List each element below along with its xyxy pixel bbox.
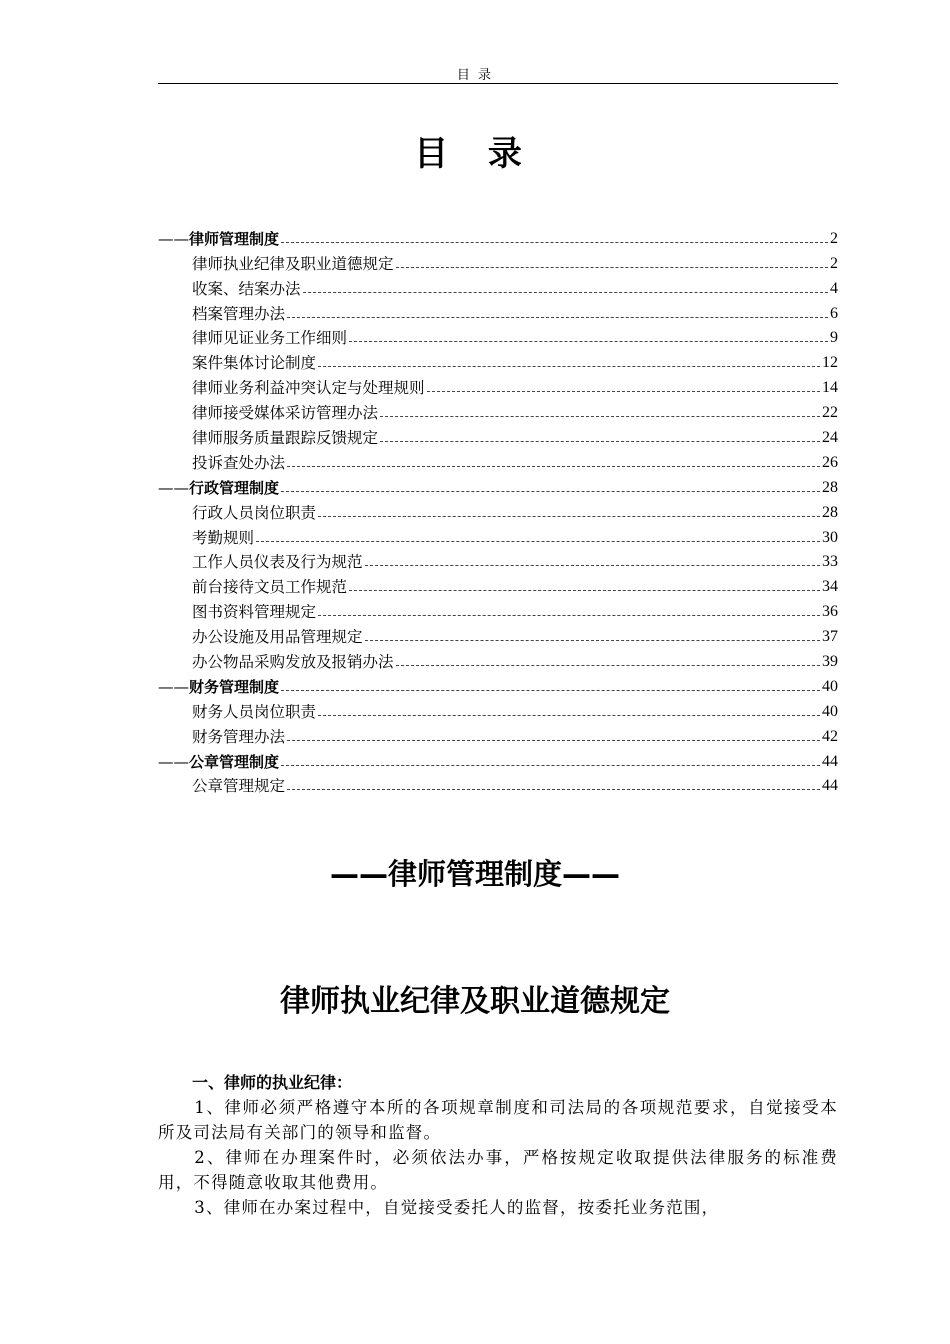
- toc-entry[interactable]: [158, 697, 838, 722]
- toc-leader: [281, 491, 820, 492]
- toc-leader: [365, 640, 820, 641]
- toc-entry-page: 14: [822, 379, 838, 397]
- document-body: [158, 1070, 838, 1220]
- toc-entry-label: 收案、结案办法: [192, 279, 301, 298]
- toc-entry-page: 12: [822, 354, 838, 372]
- toc-title: 目 录: [414, 134, 536, 174]
- toc-entry-label: 办公设施及用品管理规定: [192, 628, 363, 647]
- toc-entry-page: 40: [822, 702, 838, 720]
- toc-section-entry[interactable]: [158, 747, 838, 772]
- toc-entry[interactable]: [158, 622, 838, 647]
- toc-entry-label: 工作人员仪表及行为规范: [192, 553, 363, 572]
- toc-entry-page: 44: [822, 752, 838, 770]
- toc-entry[interactable]: [158, 548, 838, 573]
- header-rule: [158, 83, 838, 84]
- toc-entry[interactable]: [158, 249, 838, 274]
- toc-entry-page: 6: [830, 304, 838, 322]
- toc-entry[interactable]: [158, 772, 838, 797]
- toc-leader: [281, 765, 820, 766]
- toc-entry-page: 42: [822, 727, 838, 745]
- toc-entry-label: 财务管理制度: [189, 677, 280, 696]
- toc-entry[interactable]: [158, 324, 838, 349]
- toc-entry-prefix: ——: [158, 677, 189, 696]
- toc-entry[interactable]: [158, 448, 838, 473]
- toc-entry-label: 办公物品采购发放及报销办法: [192, 653, 394, 672]
- toc-entry-label: 律师见证业务工作细则: [192, 329, 348, 348]
- toc-leader: [303, 292, 828, 293]
- toc-entry[interactable]: [158, 423, 838, 448]
- toc-leader: [287, 789, 820, 790]
- document-title: 律师执业纪律及职业道德规定: [280, 984, 670, 1019]
- toc-leader: [396, 665, 820, 666]
- toc-entry-label: 律师服务质量跟踪反馈规定: [192, 429, 379, 448]
- toc-entry-page: 2: [830, 254, 838, 272]
- toc-section-entry[interactable]: [158, 224, 838, 249]
- toc-leader: [318, 615, 820, 616]
- toc-entry-page: 30: [822, 528, 838, 546]
- toc-leader: [256, 541, 820, 542]
- toc-leader: [287, 740, 820, 741]
- toc-entry[interactable]: [158, 647, 838, 672]
- toc-leader: [281, 242, 828, 243]
- toc-entry-label: 财务人员岗位职责: [192, 702, 317, 721]
- toc-leader: [349, 341, 828, 342]
- toc-leader: [349, 590, 820, 591]
- body-paragraph: 3、律师在办案过程中，自觉接受委托人的监督，按委托业务范围，: [194, 1198, 720, 1217]
- toc-entry-page: 28: [822, 503, 838, 521]
- toc-entry-label: 档案管理办法: [192, 304, 286, 323]
- toc-entry[interactable]: [158, 373, 838, 398]
- part-title: ——律师管理制度——: [329, 857, 620, 891]
- toc-entry-page: 44: [822, 777, 838, 795]
- toc-entry[interactable]: [158, 348, 838, 373]
- toc-entry-label: 公章管理制度: [189, 752, 280, 771]
- toc-entry[interactable]: [158, 523, 838, 548]
- toc-entry-page: 24: [822, 429, 838, 447]
- toc-leader: [396, 267, 828, 268]
- body-paragraph: 1、律师必须严格遵守本所的各项规章制度和司法局的各项规范要求，自觉接受本所及司法局有关部门的领导和监督。: [158, 1098, 838, 1142]
- toc-entry-label: 律师管理制度: [189, 229, 280, 248]
- toc-entry-page: 40: [822, 677, 838, 695]
- toc-leader: [380, 416, 820, 417]
- toc-entry[interactable]: [158, 498, 838, 523]
- toc-entry-label: 律师业务利益冲突认定与处理规则: [192, 379, 425, 398]
- toc-leader: [287, 466, 820, 467]
- toc-leader: [287, 317, 828, 318]
- toc-entry-prefix: ——: [158, 752, 189, 771]
- toc-entry-page: 39: [822, 653, 838, 671]
- section-heading: 一、律师的执业纪律：: [192, 1073, 353, 1092]
- toc-entry[interactable]: [158, 572, 838, 597]
- body-paragraph: 2、律师在办理案件时，必须依法办事，严格按规定收取提供法律服务的标准费用，不得随意收取其他费用。: [158, 1148, 838, 1192]
- toc-entry-label: 律师执业纪律及职业道德规定: [192, 254, 394, 273]
- toc-leader: [281, 690, 820, 691]
- toc-entry-page: 2: [830, 229, 838, 247]
- toc-entry-page: 33: [822, 553, 838, 571]
- toc-entry-label: 行政人员岗位职责: [192, 503, 317, 522]
- toc-leader: [318, 715, 820, 716]
- toc-entry-page: 28: [822, 478, 838, 496]
- toc-entry[interactable]: [158, 722, 838, 747]
- toc-entry-page: 37: [822, 628, 838, 646]
- toc-entry-label: 律师接受媒体采访管理办法: [192, 404, 379, 423]
- toc-leader: [365, 565, 820, 566]
- toc-entry[interactable]: [158, 398, 838, 423]
- running-header: 目 录: [456, 68, 494, 83]
- toc-entry-label: 案件集体讨论制度: [192, 354, 317, 373]
- toc-entry-label: 前台接待文员工作规范: [192, 578, 348, 597]
- toc-leader: [380, 441, 820, 442]
- toc-section-entry[interactable]: [158, 672, 838, 697]
- toc-entry-page: 34: [822, 578, 838, 596]
- toc-entry[interactable]: [158, 274, 838, 299]
- toc-entry-label: 公章管理规定: [192, 777, 286, 796]
- toc-entry-label: 图书资料管理规定: [192, 603, 317, 622]
- toc-entry-page: 4: [830, 279, 838, 297]
- toc-entry-label: 考勤规则: [192, 528, 255, 547]
- toc-leader: [427, 391, 820, 392]
- toc-entry-page: 26: [822, 453, 838, 471]
- table-of-contents: [158, 224, 838, 796]
- toc-entry-page: 9: [830, 329, 838, 347]
- toc-leader: [318, 516, 820, 517]
- toc-section-entry[interactable]: [158, 473, 838, 498]
- toc-entry[interactable]: [158, 597, 838, 622]
- toc-entry-page: 36: [822, 603, 838, 621]
- toc-entry[interactable]: [158, 299, 838, 324]
- toc-entry-label: 行政管理制度: [189, 478, 280, 497]
- toc-entry-label: 投诉查处办法: [192, 453, 286, 472]
- toc-entry-prefix: ——: [158, 229, 189, 248]
- toc-entry-label: 财务管理办法: [192, 727, 286, 746]
- toc-leader: [318, 366, 820, 367]
- toc-entry-page: 22: [822, 404, 838, 422]
- toc-entry-prefix: ——: [158, 478, 189, 497]
